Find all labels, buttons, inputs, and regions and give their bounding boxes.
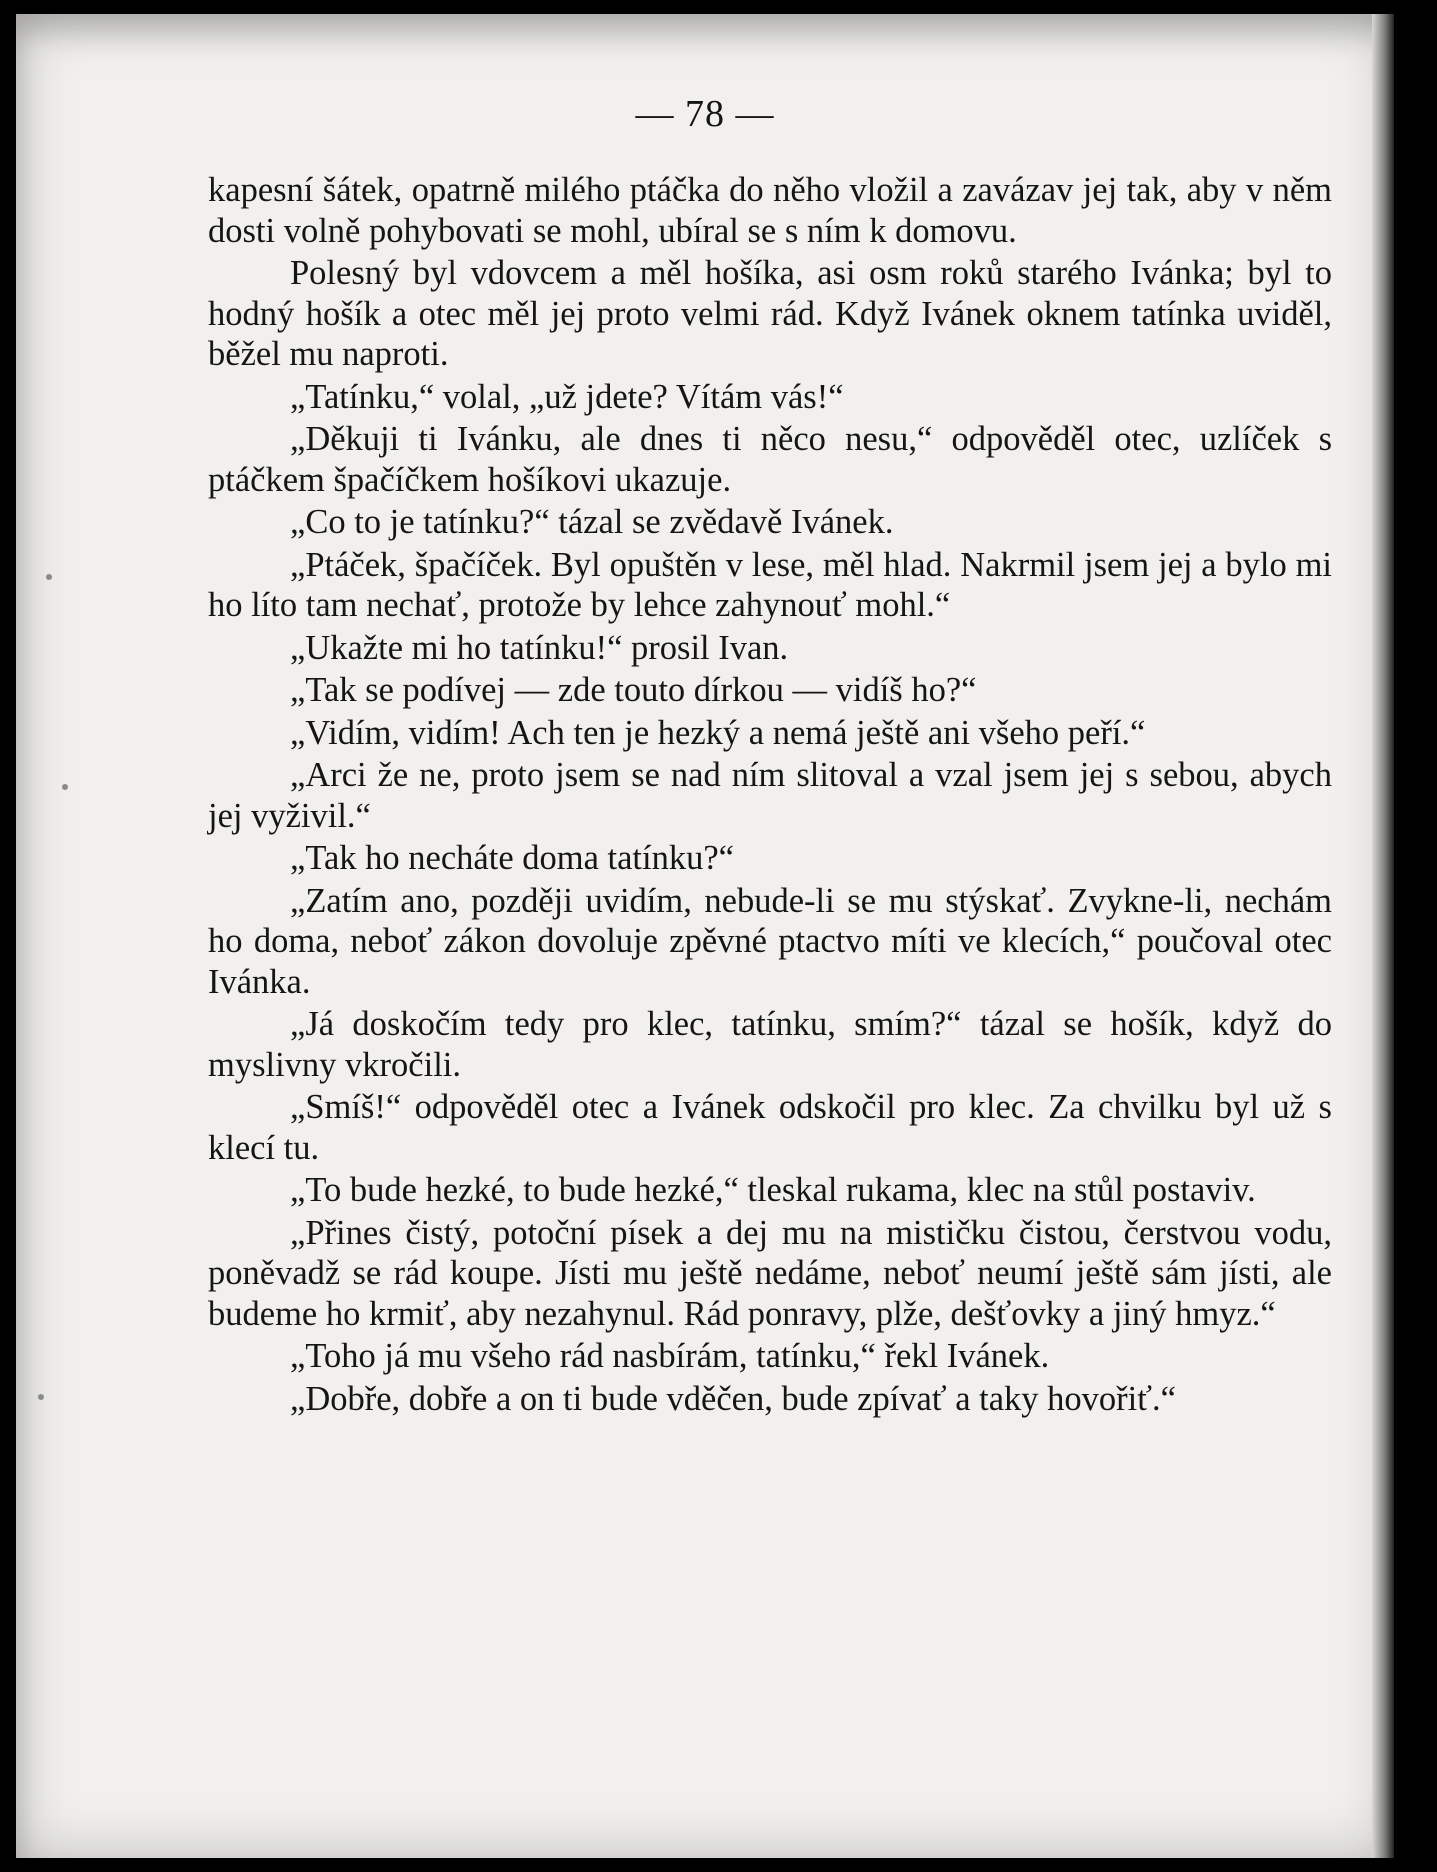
page-number: — 78 — bbox=[635, 93, 775, 135]
scan-speck bbox=[62, 784, 68, 790]
scan-speck bbox=[46, 574, 52, 580]
paragraph-8: „Tak se podívej — zde touto dírkou — vidíš ho?“ bbox=[290, 671, 977, 709]
paragraph-1: kapesní šátek, opatrně milého ptáčka do něho vložil a zavázav jej tak, aby v něm dosti volně pohybovati se mohl, ubíral se s ním k domovu. bbox=[208, 171, 1332, 250]
scan-speck bbox=[38, 1394, 44, 1400]
paragraph-2: Polesný byl vdovcem a měl hošíka, asi osm roků starého Ivánka; byl to hodný hošík a otec měl jej proto velmi rád. Když Ivánek oknem tatínka uviděl, běžel mu naproti. bbox=[208, 254, 1332, 373]
paragraph-18: „Dobře, dobře a on ti bude vděčen, bude zpívať a taky hovořiť.“ bbox=[290, 1379, 1176, 1418]
book-page bbox=[16, 14, 1394, 1858]
paragraph-10: „Arci že ne, proto jsem se nad ním slitoval a vzal jsem jej s sebou, abych jej vyživil.“ bbox=[208, 756, 1332, 835]
paragraph-4: „Děkuji ti Ivánku, ale dnes ti něco nesu,“ odpověděl otec, uzlíček s ptáčkem špačíčkem hošíkovi ukazuje. bbox=[208, 420, 1332, 499]
paragraph-6: „Ptáček, špačíček. Byl opuštěn v lese, měl hlad. Nakrmil jsem jej a bylo mi ho líto tam nechať, protože by lehce zahynouť mohl.“ bbox=[208, 545, 1332, 624]
paragraph-3: „Tatínku,“ volal, „už jdete? Vítám vás!“ bbox=[290, 377, 844, 416]
paragraph-9: „Vidím, vidím! Ach ten je hezký a nemá ještě ani všeho peří.“ bbox=[290, 713, 1146, 752]
paragraph-7: „Ukažte mi ho tatínku!“ prosil Ivan. bbox=[290, 628, 789, 667]
paragraph-17: „Toho já mu všeho rád nasbírám, tatínku,“ řekl Ivánek. bbox=[290, 1337, 1050, 1375]
paragraph-15: „To bude hezké, to bude hezké,“ tleskal rukama, klec na stůl postaviv. bbox=[290, 1171, 1256, 1209]
paragraph-5: „Co to je tatínku?“ tázal se zvědavě Ivánek. bbox=[290, 503, 894, 541]
paragraph-13: „Já doskočím tedy pro klec, tatínku, smím?“ tázal se hošík, když do myslivny vkročili. bbox=[208, 1005, 1332, 1084]
paragraph-12: „Zatím ano, později uvidím, nebude-li se mu stýskať. Zvykne-li, nechám ho doma, neboť zákon dovoluje zpěvné ptactvo míti ve klecích,“ poučoval otec Ivánka. bbox=[208, 881, 1332, 1001]
paragraph-14: „Smíš!“ odpověděl otec a Ivánek odskočil pro klec. Za chvilku byl už s klecí tu. bbox=[208, 1088, 1332, 1167]
page-edge-shadow bbox=[1372, 14, 1394, 1858]
paragraph-16: „Přines čistý, potoční písek a dej mu na mističku čistou, čerstvou vodu, poněvadž se rád koupe. Jísti mu ještě nedáme, neboť neumí ještě sám jísti, ale budeme ho krmiť, aby nezahynul. Rád ponravy, plže, dešťovky a jiný hmyz.“ bbox=[208, 1213, 1332, 1333]
paragraph-11: „Tak ho necháte doma tatínku?“ bbox=[290, 839, 734, 877]
body-text bbox=[208, 170, 1332, 1421]
